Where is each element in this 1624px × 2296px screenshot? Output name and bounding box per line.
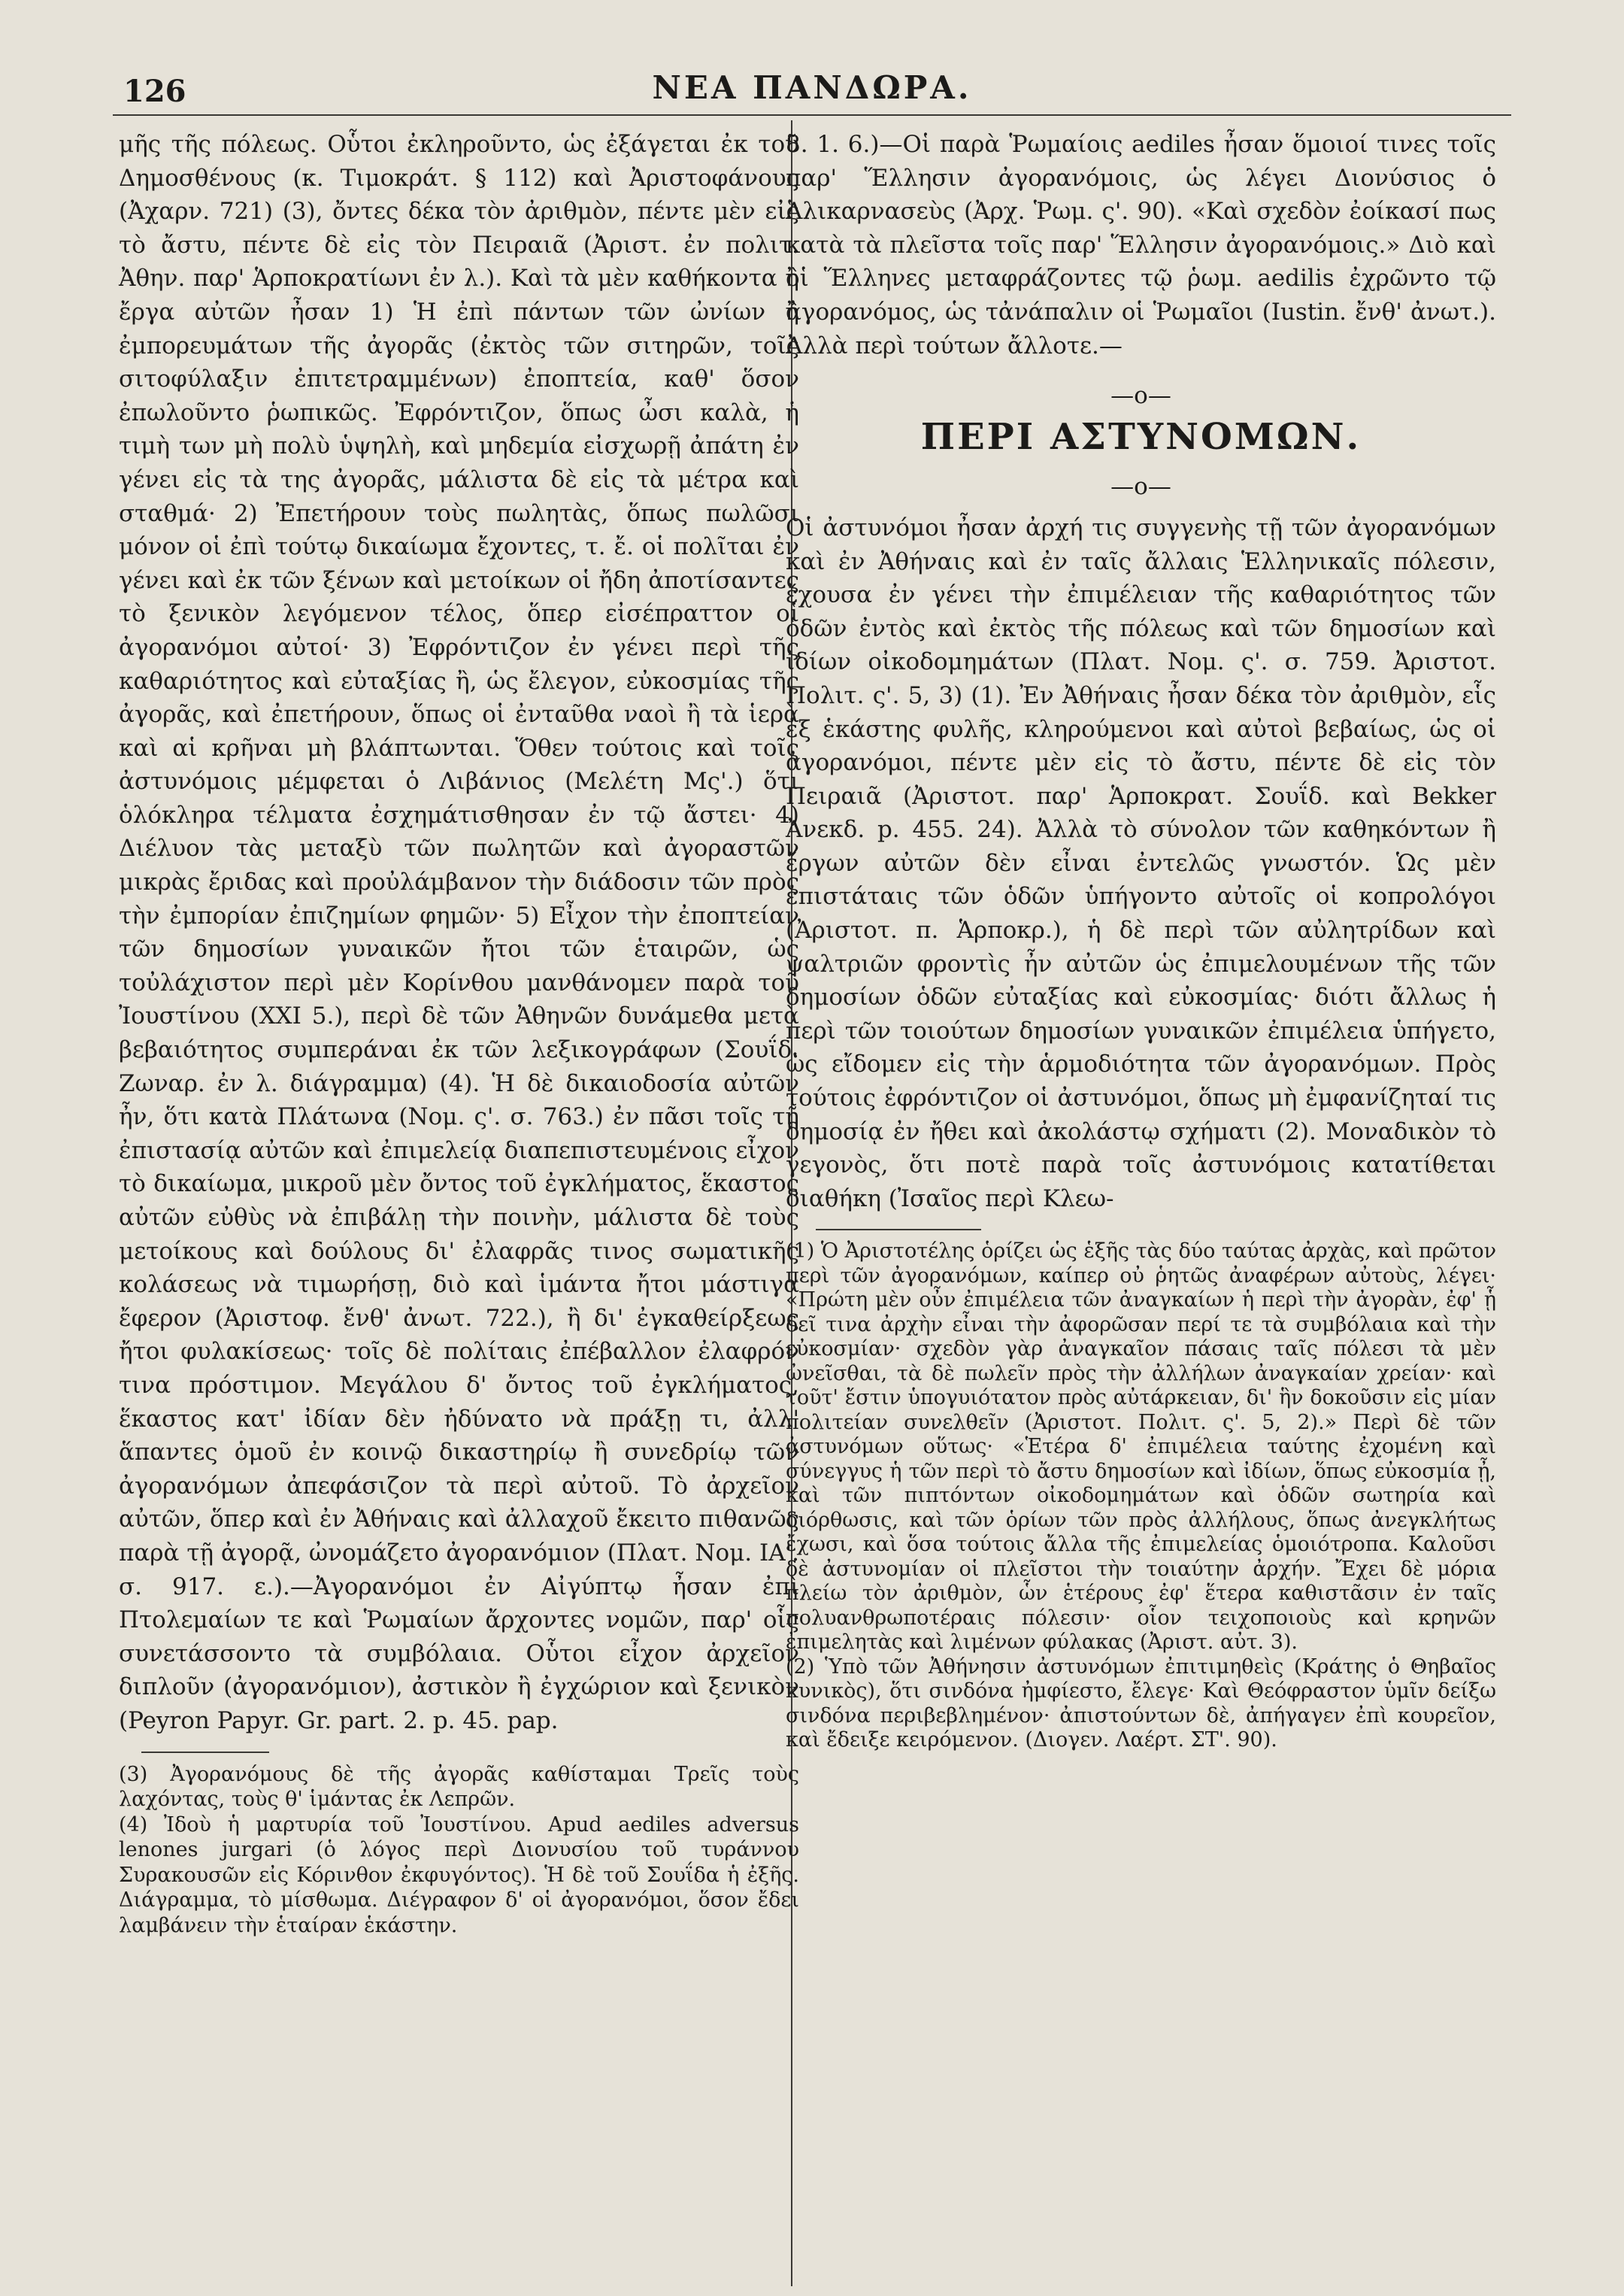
right-continuation-text: 8. 1. 6.)—Οἱ παρὰ Ῥωμαίοις aediles ἦσαν ὅμοιοί τινες τοῖς παρ' Ἕλλησιν ἀγορανόμοις, ὡς λέγει Διονύσιος ὁ Ἁλικαρνασεὺς (Ἀρχ. Ῥωμ. ς'. 90). «Καὶ σχεδὸν ἐοίκασί πως κατὰ τὰ πλεῖστα τοῖς παρ' Ἕλλησιν ἀγορανόμοις.» Διὸ καὶ οἱ Ἕλληνες μεταφράζοντες τῷ ῥωμ. aedilis ἐχρῶντο τῷ ἀγορανόμος, ὡς τἀνάπαλιν οἱ Ῥωμαῖοι (Iustin. ἔνθ' ἀνωτ.). Ἀλλὰ περὶ τούτων ἄλλοτε.— [786, 131, 1496, 359]
left-column [119, 128, 799, 1939]
right-column [786, 128, 1496, 1753]
footnote-4: (4) Ἰδοὺ ἡ μαρτυρία τοῦ Ἰουστίνου. Apud aediles adversus lenones jurgari (ὁ λόγος περὶ Διονυσίου τοῦ τυράννου Συρακουσῶν εἰς Κόρινθον ἐκφυγόντος). Ἡ δὲ τοῦ Σουΐδα ἡ ἐξῆς. Διάγραμμα, τὸ μίσθωμα. Διέγραφον δ' οἱ ἀγορανόμοι, ὅσον ἔδει λαμβάνειν τὴν ἑταίραν ἑκάστην. [119, 1812, 799, 1938]
right-body-text: Οἱ ἀστυνόμοι ἦσαν ἀρχή τις συγγενὴς τῇ τῶν ἀγορανόμων καὶ ἐν Ἀθήναις καὶ ἐν ταῖς ἄλλαις Ἑλληνικαῖς πόλεσιν, ἔχουσα ἐν γένει τὴν ἐπιμέλειαν τῆς καθαριότητος τῶν ὁδῶν ἐντὸς καὶ ἐκτὸς τῆς πόλεως καὶ τῶν δημοσίων καὶ ἰδίων οἰκοδομημάτων (Πλατ. Νομ. ς'. σ. 759. Ἀριστοτ. Πολιτ. ς'. 5, 3) (1). Ἐν Ἀθήναις ἦσαν δέκα τὸν ἀριθμὸν, εἷς ἐξ ἑκάστης φυλῆς, κληρούμενοι καὶ αὐτοὶ βεβαίως, ὡς οἱ ἀγορανόμοι, πέντε μὲν εἰς τὸ ἄστυ, πέντε δὲ εἰς τὸν Πειραιᾶ (Ἀριστοτ. παρ' Ἁρποκρατ. Σουΐδ. καὶ Bekker Ἀνεκδ. p. 455. 24). Ἀλλὰ τὸ σύνολον τῶν καθηκόντων ἢ ἔργων αὐτῶν δὲν εἶναι ἐντελῶς γνωστόν. Ὡς μὲν ἐπιστάταις τῶν ὁδῶν ὑπήγοντο αὐτοῖς οἱ κοπρολόγοι (Ἀριστοτ. π. Ἁρποκρ.), ἡ δὲ περὶ τῶν αὐλητρίδων καὶ ψαλτριῶν φροντὶς ἦν αὐτῶν ὡς ἐπιμελουμένων τῆς τῶν δημοσίων ὁδῶν εὐταξίας καὶ εὐκοσμίας· διότι ἄλλως ἡ περὶ τῶν τοιούτων δημοσίων γυναικῶν ἐπιμέλεια ὑπήγετο, ὡς εἴδομεν εἰς τὴν ἁρμοδιότητα τῶν ἀγορανόμων. Πρὸς τούτοις ἐφρόντιζον οἱ ἀστυνόμοι, ὅπως μὴ ἐμφανίζηταί τις δημοσίᾳ ἐν ἤθει καὶ ἀκολάστῳ σχήματι (2). Μοναδικὸν τὸ γεγονὸς, ὅτι ποτὲ παρὰ τοῖς ἀστυνόμοις κατατίθεται διαθήκη (Ἰσαῖος περὶ Κλεω- [786, 514, 1496, 1212]
footnote-1: (1) Ὁ Ἀριστοτέλης ὁρίζει ὡς ἑξῆς τὰς δύο ταύτας ἀρχὰς, καὶ πρῶτον περὶ τῶν ἀγορανόμων, καίπερ οὐ ῥητῶς ἀναφέρων αὐτοὺς, λέγει· «Πρώτη μὲν οὖν ἐπιμέλεια τῶν ἀναγκαίων ἡ περὶ τὴν ἀγορὰν, ἐφ' ᾗ δεῖ τινα ἀρχὴν εἶναι τὴν ἀφορῶσαν περί τε τὰ συμβόλαια καὶ τὴν εὐκοσμίαν· σχεδὸν γὰρ ἀναγκαῖον πάσαις ταῖς πόλεσι τὰ μὲν ὠνεῖσθαι, τὰ δὲ πωλεῖν πρὸς τὴν ἀλλήλων ἀναγκαίαν χρείαν· καὶ τοῦτ' ἔστιν ὑπογυιότατον πρὸς αὐτάρκειαν, δι' ἣν δοκοῦσιν εἰς μίαν πολιτείαν συνελθεῖν (Ἀριστοτ. Πολιτ. ς'. 5, 2).» Περὶ δὲ τῶν ἀστυνόμων οὕτως· «Ἑτέρα δ' ἐπιμέλεια ταύτης ἐχομένη καὶ σύνεγγυς ἡ τῶν περὶ τὸ ἄστυ δημοσίων καὶ ἰδίων, ὅπως εὐκοσμία ᾖ, καὶ τῶν πιπτόντων οἰκοδομημάτων καὶ ὁδῶν σωτηρία καὶ διόρθωσις, καὶ τῶν ὁρίων τῶν πρὸς ἀλλήλους, ὅπως ἀνεγκλήτως ἔχωσι, καὶ ὅσα τούτοις ἄλλα τῆς ἐπιμελείας ὁμοιότροπα. Καλοῦσι δὲ ἀστυνομίαν οἱ πλεῖστοι τὴν τοιαύτην ἀρχήν. Ἔχει δὲ μόρια πλείω τὸν ἀριθμὸν, ὧν ἑτέρους ἐφ' ἕτερα καθιστᾶσιν ἐν ταῖς πολυανθρωποτέραις πόλεσιν· οἷον τειχοποιοὺς καὶ κρηνῶν ἐπιμελητὰς καὶ λιμένων φύλακας (Ἀριστ. αὐτ. 3). [786, 1239, 1496, 1655]
section-divider-bottom: —ο— [1110, 473, 1171, 501]
header-rule [113, 114, 1511, 116]
footnote-rule [816, 1229, 981, 1230]
section-divider-top: —ο— [1110, 382, 1171, 410]
footnote-2: (2) Ὑπὸ τῶν Ἀθήνησιν ἀστυνόμων ἐπιτιμηθεὶς (Κράτης ὁ Θηβαῖος κυνικὸς), ὅτι σινδόνα ἠμφίεστο, ἔλεγε· Καὶ Θεόφραστον ὑμῖν δείξω σινδόνα περιβεβλημένον· ἀπιστούντων δὲ, ἀπήγαγεν ἐπὶ κουρεῖον, καὶ ἔδειξε κειρόμενον. (Διογεν. Λαέρτ. ΣΤ'. 90). [786, 1655, 1496, 1752]
left-body-text: μῆς τῆς πόλεως. Οὗτοι ἐκληροῦντο, ὡς ἐξάγεται ἐκ τοῦ Δημοσθένους (κ. Τιμοκράτ. § 112) καὶ Ἀριστοφάνους (Ἀχαρν. 721) (3), ὄντες δέκα τὸν ἀριθμὸν, πέντε μὲν εἰς τὸ ἄστυ, πέντε δὲ εἰς τὸν Πειραιᾶ (Ἀριστ. ἐν πολιτ. Ἀθην. παρ' Ἁρποκρατίωνι ἐν λ.). Καὶ τὰ μὲν καθήκοντα ἢ ἔργα αὐτῶν ἦσαν 1) Ἡ ἐπὶ πάντων τῶν ὠνίων ἢ ἐμπορευμάτων τῆς ἀγορᾶς (ἐκτὸς τῶν σιτηρῶν, τοῖς σιτοφύλαξιν ἐπιτετραμμένων) ἐποπτεία, καθ' ὅσον ἐπωλοῦντο ῥωπικῶς. Ἐφρόντιζον, ὅπως ὦσι καλὰ, ἡ τιμὴ των μὴ πολὺ ὑψηλὴ, καὶ μηδεμία εἰσχωρῇ ἀπάτη ἐν γένει εἰς τὰ της ἀγορᾶς, μάλιστα δὲ εἰς τὰ μέτρα καὶ σταθμά· 2) Ἐπετήρουν τοὺς πωλητὰς, ὅπως πωλῶσι μόνον οἱ ἐπὶ τούτῳ δικαίωμα ἔχοντες, τ. ἔ. οἱ πολῖται ἐν γένει καὶ ἐκ τῶν ξένων καὶ μετοίκων οἱ ἤδη ἀποτίσαντες τὸ ξενικὸν λεγόμενον τέλος, ὅπερ εἰσέπραττον οἱ ἀγορανόμοι αὐτοί· 3) Ἐφρόντιζον ἐν γένει περὶ τῆς καθαριότητος καὶ εὐταξίας ἢ, ὡς ἔλεγον, εὐκοσμίας τῆς ἀγορᾶς, καὶ ἐπετήρουν, ὅπως οἱ ἐνταῦθα ναοὶ ἢ τὰ ἱερὰ καὶ αἱ κρῆναι μὴ βλάπτωνται. Ὅθεν τούτοις καὶ τοῖς ἀστυνόμοις μέμφεται ὁ Λιβάνιος (Μελέτη Μς'.) ὅτι ὁλόκληρα τέλματα ἐσχημάτισθησαν ἐν τῷ ἄστει· 4) Διέλυον τὰς μεταξὺ τῶν πωλητῶν καὶ ἀγοραστῶν μικρὰς ἔριδας καὶ προὐλάμβανον τὴν διάδοσιν τῶν πρὸς τὴν ἐμπορίαν ἐπιζημίων φημῶν· 5) Εἶχον τὴν ἐποπτείαν τῶν δημοσίων γυναικῶν ἤτοι τῶν ἑταιρῶν, ὡς τοὐλάχιστον περὶ μὲν Κορίνθου μανθάνομεν παρὰ τοῦ Ἰουστίνου (XXI 5.), περὶ δὲ τῶν Ἀθηνῶν δυνάμεθα μετὰ βεβαιότητος συμπεράναι ἐκ τῶν λεξικογράφων (Σουΐδ. Ζωναρ. ἐν λ. διάγραμμα) (4). Ἡ δὲ δικαιοδοσία αὐτῶν ἦν, ὅτι κατὰ Πλάτωνα (Νομ. ς'. σ. 763.) ἐν πᾶσι τοῖς τῇ ἐπιστασίᾳ αὐτῶν καὶ ἐπιμελείᾳ διαπεπιστευμένοις εἶχον τὸ δικαίωμα, μικροῦ μὲν ὄντος τοῦ ἐγκλήματος, ἕκαστος αὐτῶν εὐθὺς νὰ ἐπιβάλῃ τὴν ποινὴν, μάλιστα δὲ τοὺς μετοίκους καὶ δούλους δι' ἐλαφρᾶς τινος σωματικῆς κολάσεως νὰ τιμωρήσῃ, διὸ καὶ ἱμάντα ἤτοι μάστιγα ἔφερον (Ἀριστοφ. ἔνθ' ἀνωτ. 722.), ἢ δι' ἐγκαθείρξεως ἤτοι φυλακίσεως· τοῖς δὲ πολίταις ἐπέβαλλον ἐλαφρόν τινα πρόστιμον. Μεγάλου δ' ὄντος τοῦ ἐγκλήματος, ἕκαστος κατ' ἰδίαν δὲν ἠδύνατο νὰ πράξῃ τι, ἀλλ' ἅπαντες ὁμοῦ ἐν κοινῷ δικαστηρίῳ ἢ συνεδρίῳ τῶν ἀγορανόμων ἀπεφάσιζον τὰ περὶ αὐτοῦ. Τὸ ἀρχεῖον αὐτῶν, ὅπερ καὶ ἐν Ἀθήναις καὶ ἀλλαχοῦ ἔκειτο πιθανῶς παρὰ τῇ ἀγορᾷ, ὠνομάζετο ἀγορανόμιον (Πλατ. Νομ. ΙΑ'. σ. 917. ε.).—Ἀγορανόμοι ἐν Αἰγύπτῳ ἦσαν ἐπὶ Πτολεμαίων τε καὶ Ῥωμαίων ἄρχοντες νομῶν, παρ' οἷς συνετάσσοντο τὰ συμβόλαια. Οὗτοι εἶχον ἀρχεῖον διπλοῦν (ἀγορανόμιον), ἀστικὸν ἢ ἐγχώριον καὶ ξενικὸν (Peyron Papyr. Gr. part. 2. p. 45. pap. [119, 131, 799, 1734]
footnote-3: (3) Ἀγορανόμους δὲ τῆς ἀγορᾶς καθίσταμαι Τρεῖς τοὺς λαχόντας, τοὺς θ' ἱμάντας ἐκ Λεπρῶν. [119, 1762, 799, 1812]
page-number: 126 [123, 74, 186, 109]
section-title: ΠΕΡΙ ΑΣΤΥΝΟΜΩΝ. [920, 415, 1362, 458]
footnote-rule [141, 1752, 269, 1753]
running-title: ΝΕΑ ΠΑΝΔΩΡΑ. [652, 69, 972, 106]
